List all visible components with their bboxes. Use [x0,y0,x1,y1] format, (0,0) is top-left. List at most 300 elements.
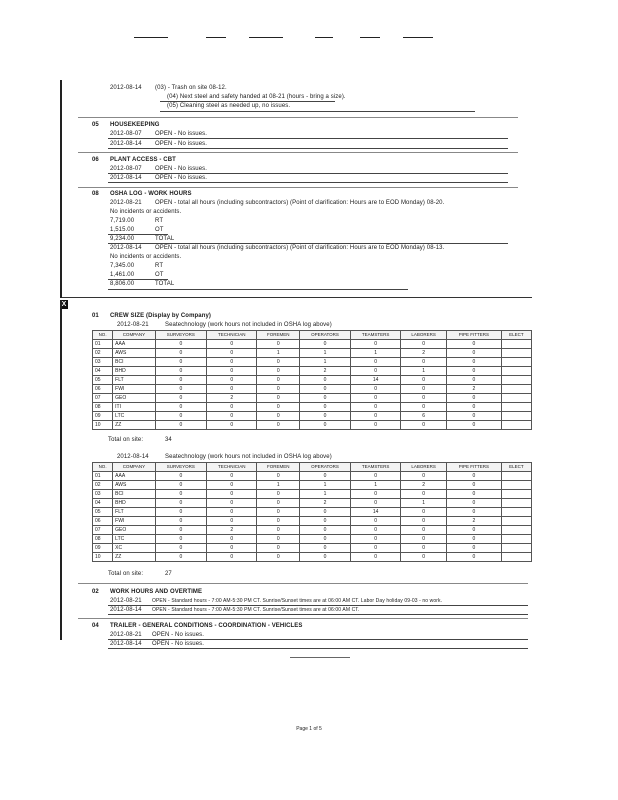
table-cell: 2 [447,385,502,394]
table-row [93,349,532,358]
margin-bar [60,80,62,298]
hours-value: 9,234.00 [110,236,135,242]
entry-text: OPEN - No issues. [155,166,208,172]
column-header: TEAMSTERS [350,331,400,340]
table-cell: 0 [257,526,300,535]
table-row [93,367,532,376]
section-divider [78,187,518,188]
table-row [93,394,532,403]
table-cell: 0 [350,403,400,412]
table-cell: 0 [155,499,206,508]
table-cell: 0 [447,421,502,430]
table-row [93,499,532,508]
section-title: WORK HOURS AND OVERTIME [110,589,203,595]
table-cell: 0 [155,349,206,358]
table-cell: 07 [93,394,113,403]
table-cell: 0 [401,376,447,385]
crew-table-1 [92,330,532,430]
section-title: OSHA LOG - WORK HOURS [110,191,192,197]
hours-value: 1,515.00 [110,227,135,233]
section-number: 02 [92,589,99,595]
table-cell [501,421,531,430]
table-cell: 1 [300,349,351,358]
entry-text: OPEN - Standard hours - 7:00 AM-5:30 PM CT. Sunrise/Sunset times are at 06:00 AM CT. Labor Day holiday 09-03 - no work. [152,598,443,604]
table-cell [501,412,531,421]
entry-text: OPEN - total all hours (including subcontractors) (Point of clarification: Hours are to EOD Monday) 08-13. [155,245,445,251]
table-cell: BHD [113,367,155,376]
table-cell: 0 [447,394,502,403]
table-cell: 0 [350,517,400,526]
table-cell: 0 [207,535,257,544]
table-cell: 05 [93,376,113,385]
table-cell [501,553,531,562]
table-cell: 0 [401,340,447,349]
column-header: NO. [93,463,113,472]
row-rule [108,605,528,606]
table-cell: 0 [155,526,206,535]
table-cell: 2 [207,394,257,403]
entry-text: OPEN - Standard hours - 7:00 AM-5:30 PM CT. Sunrise/Sunset times are at 06:00 AM CT. [152,607,360,613]
table-cell: 0 [257,421,300,430]
table-cell: 0 [300,412,351,421]
table-cell: 0 [257,517,300,526]
table-cell: 0 [401,490,447,499]
table-cell: 0 [350,358,400,367]
table-cell: 0 [401,403,447,412]
table-row [93,472,532,481]
table-cell: 04 [93,499,113,508]
table-cell [501,526,531,535]
entry-date: 2012-08-14 [110,245,142,251]
table-cell: 0 [207,481,257,490]
entry-text: OPEN - No issues. [152,632,205,638]
table-cell: 0 [155,403,206,412]
table-cell: 0 [207,340,257,349]
table-cell: 1 [401,367,447,376]
table-cell: 0 [350,499,400,508]
table-cell: 0 [207,403,257,412]
table-cell: AAA [113,472,155,481]
table-cell: 0 [447,340,502,349]
table-header-row [93,331,532,340]
entry-date: 2012-08-21 [110,200,142,206]
table-cell: 0 [257,499,300,508]
table-cell: LTC [113,412,155,421]
crew-table-2 [92,462,532,562]
section-divider [78,618,528,619]
table-cell: AWS [113,349,155,358]
table-cell: 0 [207,367,257,376]
table-cell: 0 [155,367,206,376]
table-cell: 0 [207,376,257,385]
table-cell: 0 [401,508,447,517]
table-cell: 0 [300,553,351,562]
table-cell [501,403,531,412]
table-cell: 0 [207,544,257,553]
column-header: ELECT [501,331,531,340]
table-cell: 0 [207,412,257,421]
table-cell: 0 [155,394,206,403]
row-rule [108,138,508,139]
table-cell: 0 [350,472,400,481]
row-rule [108,182,508,183]
entry-note: No incidents or accidents. [110,209,182,215]
hours-label: RT [155,218,164,224]
table-cell: 0 [350,394,400,403]
table-cell: 0 [257,553,300,562]
hours-value: 8,806.00 [110,281,135,287]
table-cell: 1 [300,481,351,490]
column-header: LABORERS [401,331,447,340]
table-cell: 0 [300,394,351,403]
table-cell: 0 [350,553,400,562]
table-cell: 0 [401,544,447,553]
section-divider [78,583,528,584]
table-row [93,544,532,553]
table-cell: 1 [257,349,300,358]
table-row [93,508,532,517]
table-cell: 0 [350,412,400,421]
row-rule [108,234,168,235]
header-mark [360,37,380,38]
table-cell: 0 [207,499,257,508]
total-label: Total on site: [108,437,144,443]
hours-label: TOTAL [155,281,175,287]
row-rule [108,614,528,615]
section-number: 06 [92,157,99,163]
table-cell: 0 [401,358,447,367]
table-cell: 0 [155,517,206,526]
table-cell: 0 [447,508,502,517]
entry-date: 2012-08-14 [110,641,142,647]
table-cell: 0 [155,508,206,517]
header-mark [134,37,168,38]
header-mark [206,37,226,38]
table-cell: FWI [113,385,155,394]
table-cell: LTC [113,535,155,544]
table-cell: BHD [113,499,155,508]
table-cell: 0 [155,421,206,430]
column-header: FOREMEN [257,331,300,340]
table-cell: FLT [113,376,155,385]
table-cell [501,349,531,358]
total-value: 34 [165,437,172,443]
table-cell: 04 [93,367,113,376]
table-cell: 10 [93,553,113,562]
table-cell: 0 [447,376,502,385]
hours-label: OT [155,227,164,233]
table-cell: BCI [113,490,155,499]
row-rule [108,279,168,280]
table-cell: 0 [257,385,300,394]
table-cell: 0 [155,376,206,385]
table-cell: 1 [257,481,300,490]
table-cell: 0 [300,517,351,526]
crew-date: 2012-08-21 [117,322,149,328]
table-cell: 0 [401,535,447,544]
table-cell [501,358,531,367]
table-cell: 0 [300,526,351,535]
table-row [93,376,532,385]
table-cell: 0 [155,490,206,499]
entry-date: 2012-08-21 [110,632,142,638]
table-cell: 14 [350,376,400,385]
table-cell: ZZ [113,553,155,562]
entry-date: 2012-08-14 [110,141,142,147]
table-cell: 1 [300,490,351,499]
table-cell: 0 [350,535,400,544]
table-cell: 0 [207,472,257,481]
table-cell [501,385,531,394]
section-number: 08 [92,191,99,197]
column-header: TEAMSTERS [350,463,400,472]
hours-label: TOTAL [155,236,175,242]
table-cell: 0 [300,535,351,544]
entry-date: 2012-08-07 [110,166,142,172]
column-header: LABORERS [401,463,447,472]
entry-text: OPEN - No issues. [155,131,208,137]
table-cell: 0 [207,553,257,562]
table-cell: 0 [207,517,257,526]
table-cell: GEO [113,526,155,535]
header-mark [315,37,333,38]
column-header: TECHNICIAN [207,463,257,472]
table-cell: 0 [401,472,447,481]
entry-date: 2012-08-07 [110,131,142,137]
table-cell: 0 [300,544,351,553]
table-cell: AAA [113,340,155,349]
hours-label: RT [155,263,164,269]
entry-text: (05) Cleaning steel as needed up, no issues. [167,103,291,109]
table-cell: 0 [350,340,400,349]
table-cell: 0 [447,358,502,367]
table-cell [501,376,531,385]
table-cell: 0 [257,340,300,349]
table-cell [501,517,531,526]
column-header: COMPANY [113,331,155,340]
row-rule [108,243,508,244]
table-cell: 0 [207,508,257,517]
table-cell: 08 [93,535,113,544]
section-title: CREW SIZE (Display by Company) [110,313,212,319]
table-cell: 0 [257,376,300,385]
table-cell: 0 [155,481,206,490]
entry-date: 2012-08-14 [110,85,142,91]
table-cell: 0 [257,535,300,544]
table-cell: 14 [350,508,400,517]
table-cell: GEO [113,394,155,403]
table-cell: 0 [257,403,300,412]
table-cell: 0 [207,349,257,358]
entry-note: No incidents or accidents. [110,254,182,260]
section-title: PLANT ACCESS - CBT [110,157,176,163]
table-cell: 0 [300,421,351,430]
margin-bar [60,300,62,640]
table-cell: 2 [401,349,447,358]
table-cell: 0 [257,544,300,553]
table-cell: 0 [300,472,351,481]
hours-value: 7,719.00 [110,218,135,224]
table-row [93,553,532,562]
table-cell: 0 [257,367,300,376]
table-cell: 0 [401,526,447,535]
table-cell: 0 [155,535,206,544]
table-cell: 03 [93,490,113,499]
table-cell: 0 [350,385,400,394]
table-cell: 0 [350,526,400,535]
header-mark [249,37,283,38]
table-cell [501,367,531,376]
table-cell: 1 [401,499,447,508]
table-cell: 0 [155,358,206,367]
entry-text: OPEN - No issues. [155,175,208,181]
table-cell: 0 [207,385,257,394]
page-number: Page 1 of 5 [296,726,322,732]
column-header: NO. [93,331,113,340]
column-header: SURVEYORS [155,463,206,472]
column-header: TECHNICIAN [207,331,257,340]
marker-x: X [61,301,67,308]
section-title: HOUSEKEEPING [110,122,160,128]
table-row [93,535,532,544]
table-cell: 0 [401,394,447,403]
table-cell: 0 [350,544,400,553]
entry-text: OPEN - total all hours (including subcontractors) (Point of clarification: Hours are to EOD Monday) 08-20. [155,200,445,206]
column-header: PIPE FITTERS [447,331,502,340]
table-row [93,526,532,535]
table-cell [501,544,531,553]
entry-text: OPEN - No issues. [155,141,208,147]
total-value: 27 [165,571,172,577]
table-cell: 0 [447,349,502,358]
column-header: ELECT [501,463,531,472]
entry-text: OPEN - No issues. [152,641,205,647]
column-header: COMPANY [113,463,155,472]
table-cell: 08 [93,403,113,412]
section-number: 04 [92,623,99,629]
table-row [93,517,532,526]
column-header: SURVEYORS [155,331,206,340]
table-cell: 0 [300,385,351,394]
entry-text: (04) Next steel and safety handed at 08-21 (hours - bring a size). [167,94,346,100]
table-cell [501,490,531,499]
table-cell: 06 [93,517,113,526]
table-cell: 0 [155,340,206,349]
section-divider [78,152,518,153]
hours-label: OT [155,272,164,278]
entry-text: (03) - Trash on site 08-12. [155,85,227,91]
table-cell: 1 [350,481,400,490]
table-cell: 2 [207,526,257,535]
table-row [93,412,532,421]
table-cell: 0 [350,490,400,499]
table-cell [501,394,531,403]
table-cell: 07 [93,526,113,535]
row-rule [108,289,408,290]
table-row [93,340,532,349]
table-cell: 0 [447,499,502,508]
table-cell: 0 [155,553,206,562]
scan-mark [290,657,350,658]
table-cell: 03 [93,358,113,367]
table-cell [501,499,531,508]
section-number: 01 [92,313,99,319]
table-cell [501,472,531,481]
table-cell: 0 [447,553,502,562]
column-header: OPERATORS [300,463,351,472]
table-cell: 0 [350,367,400,376]
table-header-row [93,463,532,472]
table-row [93,403,532,412]
table-cell: 0 [155,385,206,394]
table-cell: 0 [257,412,300,421]
table-cell: 1 [350,349,400,358]
table-cell: 0 [300,340,351,349]
header-mark [403,37,433,38]
table-cell: 0 [257,490,300,499]
table-cell: 0 [350,421,400,430]
table-cell: 0 [401,421,447,430]
table-cell: 0 [155,472,206,481]
table-cell: 05 [93,508,113,517]
hours-value: 7,345.00 [110,263,135,269]
section-title: TRAILER - GENERAL CONDITIONS - COORDINATION - VEHICLES [110,623,303,629]
table-cell: ZZ [113,421,155,430]
table-cell: ITI [113,403,155,412]
table-row [93,385,532,394]
table-cell: XC [113,544,155,553]
table-cell: 0 [257,508,300,517]
table-cell: 02 [93,349,113,358]
table-row [93,490,532,499]
row-rule [108,173,508,174]
table-cell [501,340,531,349]
table-cell: 1 [300,358,351,367]
row-rule [160,101,335,102]
table-cell: 0 [300,376,351,385]
column-header: PIPE FITTERS [447,463,502,472]
table-cell: FWI [113,517,155,526]
entry-date: 2012-08-21 [110,598,142,604]
table-cell: 0 [447,526,502,535]
table-cell: 10 [93,421,113,430]
block-top-rule [62,297,532,298]
table-cell: 0 [257,394,300,403]
table-cell [501,481,531,490]
table-cell: 0 [447,403,502,412]
table-cell: 0 [447,367,502,376]
table-cell: 0 [447,472,502,481]
table-cell: 0 [300,403,351,412]
table-cell: 0 [155,412,206,421]
table-cell: 2 [300,499,351,508]
table-row [93,421,532,430]
table-cell: 2 [300,367,351,376]
table-cell: AWS [113,481,155,490]
table-cell: 0 [300,508,351,517]
table-cell: 09 [93,544,113,553]
table-cell: 0 [447,490,502,499]
column-header: OPERATORS [300,331,351,340]
table-cell: 02 [93,481,113,490]
table-cell: 01 [93,472,113,481]
table-cell: 2 [447,517,502,526]
table-cell: 0 [447,544,502,553]
entry-date: 2012-08-14 [110,607,142,613]
table-cell [501,535,531,544]
row-rule [108,148,508,149]
table-row [93,481,532,490]
